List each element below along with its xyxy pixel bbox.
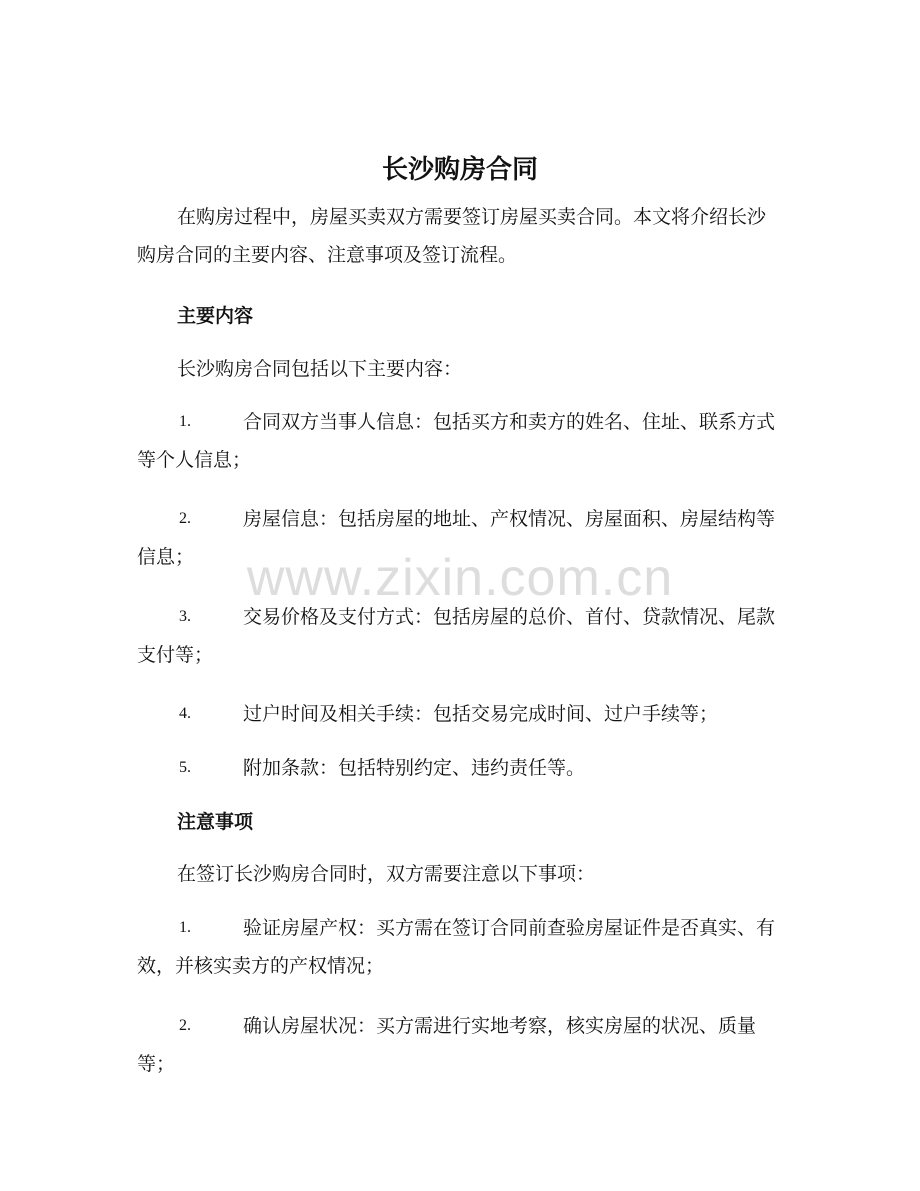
main-content-lead: 长沙购房合同包括以下主要内容： bbox=[177, 358, 463, 380]
section-heading-main-content: 主要内容 bbox=[177, 305, 254, 327]
intro-paragraph: 在购房过程中，房屋买卖双方需要签订房屋买卖合同。本文将介绍长沙购房合同的主要内容、注意事项及签订流程。 bbox=[137, 206, 767, 266]
list-item-text: 交易价格及支付方式：包括房屋的总价、首付、贷款情况、尾款支付等； bbox=[137, 606, 776, 666]
list-item-number: 5. bbox=[179, 759, 191, 776]
list-item bbox=[137, 909, 777, 985]
list-item bbox=[137, 598, 777, 674]
list-item bbox=[137, 1007, 777, 1083]
list-item bbox=[137, 403, 777, 479]
list-item bbox=[137, 749, 777, 787]
list-item-number: 1. bbox=[179, 413, 191, 430]
list-item-text: 过户时间及相关手续：包括交易完成时间、过户手续等； bbox=[243, 703, 719, 725]
list-item-text: 确认房屋状况：买方需进行实地考察，核实房屋的状况、质量等； bbox=[137, 1015, 757, 1075]
list-item-text: 房屋信息：包括房屋的地址、产权情况、房屋面积、房屋结构等信息； bbox=[137, 508, 776, 568]
list-item-number: 1. bbox=[179, 919, 191, 936]
list-item-text: 验证房屋产权：买方需在签订合同前查验房屋证件是否真实、有效，并核实卖方的产权情况； bbox=[137, 917, 776, 977]
list-item-number: 2. bbox=[179, 1017, 191, 1034]
list-item-number: 2. bbox=[179, 510, 191, 527]
list-item bbox=[137, 500, 777, 576]
list-item-number: 3. bbox=[179, 608, 191, 625]
list-item-text: 合同双方当事人信息：包括买方和卖方的姓名、住址、联系方式等个人信息； bbox=[137, 411, 776, 471]
list-item bbox=[137, 695, 777, 733]
list-item-text: 附加条款：包括特别约定、违约责任等。 bbox=[243, 757, 586, 779]
notes-lead: 在签订长沙购房合同时，双方需要注意以下事项： bbox=[177, 863, 596, 885]
list-item-number: 4. bbox=[179, 705, 191, 722]
watermark: www.zixin.com.cn bbox=[246, 549, 674, 607]
document-title: 长沙购房合同 bbox=[381, 155, 538, 185]
section-heading-notes: 注意事项 bbox=[177, 811, 254, 833]
